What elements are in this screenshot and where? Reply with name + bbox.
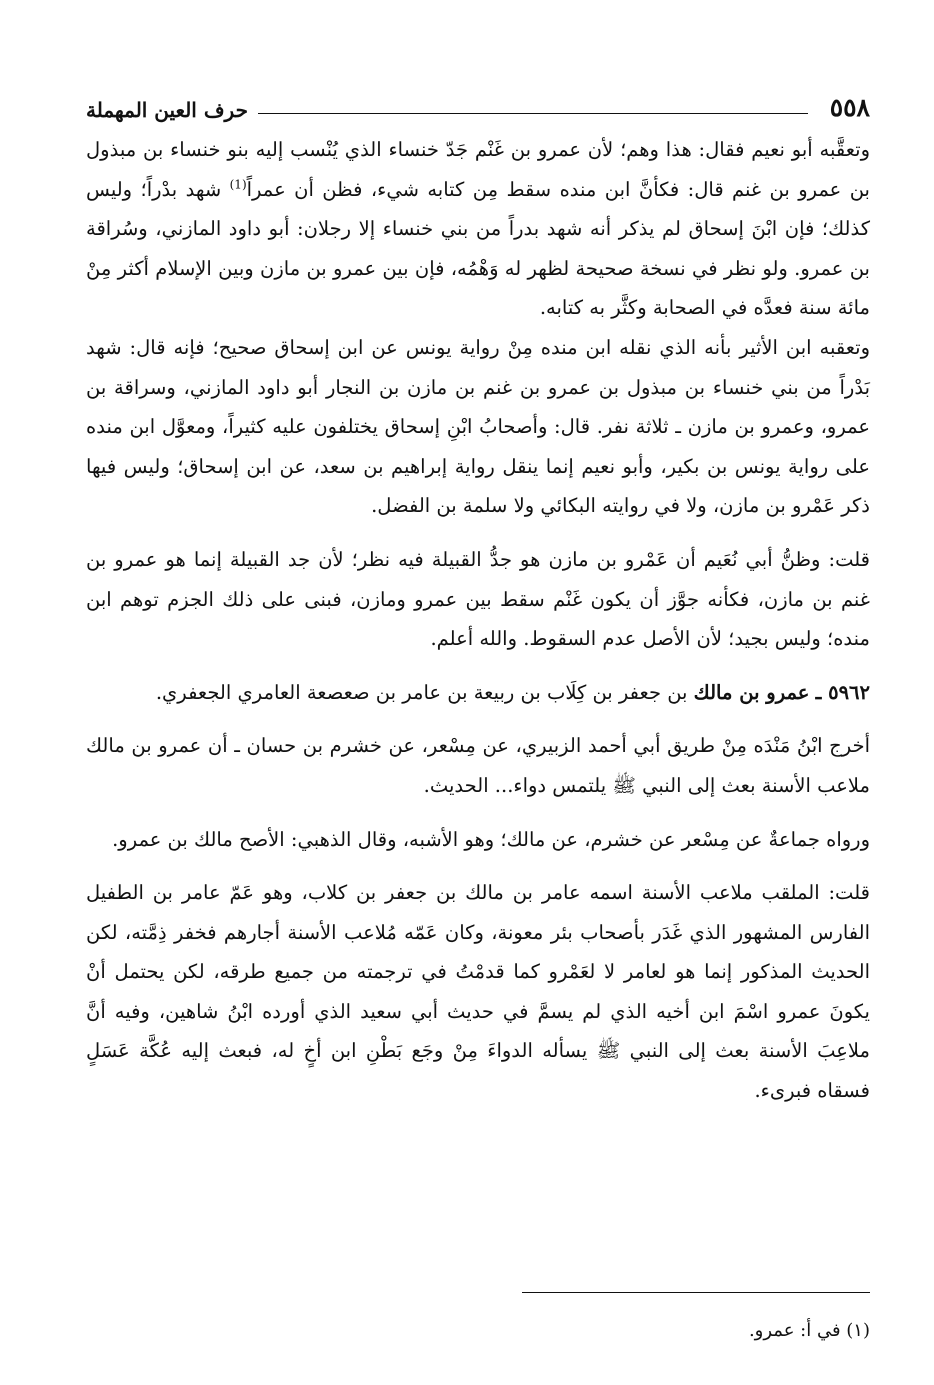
entry-name: عمرو بن مالك bbox=[693, 680, 810, 704]
paragraph-1-part-b: شهد بدْراً؛ وليس كذلك؛ فإن ابْنَ إسحاق لم يذكر أنه شهد بدراً من بني خنساء إلا رجلان: أبو داود المازني، وسُراقة بن عمرو. ولو نظر في نسخة صحيحة لظهر له وَهْمُه، فإن بين عمرو بن مازن وبين الإسلام أكثر مِنْ مائة سنة فعدَّه في الصحابة وكثَّر به كتابه. bbox=[86, 177, 870, 320]
paragraph-1-part-a: وتعقَّبه أبو نعيم فقال: هذا وهم؛ لأن عمرو بن غَنْم جَدّ خنساء الذي يُنْسب إليه بنو خنساء بن مبذول بن عمرو بن غنم قال: فكأنَّ ابن منده سقط مِن كتابه شيء، فظن أن عمراً bbox=[86, 138, 870, 201]
body-text bbox=[86, 130, 870, 1111]
running-header bbox=[86, 86, 870, 120]
book-page bbox=[86, 0, 870, 1385]
footnote: (١) في أ: عمرو. bbox=[748, 1320, 870, 1341]
entry-heading bbox=[86, 673, 870, 713]
header-rule bbox=[258, 112, 808, 114]
footnote-marker: (1) bbox=[229, 177, 247, 192]
paragraph-2: وتعقبه ابن الأثير بأنه الذي نقله ابن منده مِنْ رواية يونس عن ابن إسحاق صحيح؛ فإنه قال: شهد بَدْراً من بني خنساء بن مبذول بن عمرو بن غنم بن مازن بن النجار أبو داود المازني، وسراقة بن عمرو، وعمرو بن مازن ـ ثلاثة نفر. قال: وأصحابُ ابْنِ إسحاق يختلفون عليه كثيراً، ومعوَّل ابن منده على رواية يونس بن بكير، وأبو نعيم إنما ينقل رواية إبراهيم بن سعد، عن ابن إسحاق؛ وليس فيها ذكر عَمْرو بن مازن، ولا في روايته البكائي ولا سلمة بن الفضل. bbox=[86, 335, 870, 518]
entry-lineage: بن جعفر بن كِلَاب بن ربيعة بن عامر بن صعصعة العامري الجعفري. bbox=[155, 680, 694, 704]
chapter-title: حرف العين المهملة bbox=[86, 98, 248, 122]
paragraph-6: ورواه جماعةٌ عن مِسْعر عن خشرم، عن مالك؛ وهو الأشبه، وقال الذهبي: الأصح مالك بن عمرو. bbox=[112, 827, 870, 851]
paragraph-3: قلت: وظنُّ أبي نُعَيم أن عَمْرو بن مازن هو جدُّ القبيلة فيه نظر؛ لأن جد القبيلة إنما هو عمرو بن غنم بن مازن، فكأنه جوَّز أن يكون غَنْم سقط بين عمرو ومازن، فبنى على ذلك الجزم توهم ابن منده؛ وليس بجيد؛ لأن الأصل عدم السقوط. والله أعلم. bbox=[86, 547, 870, 651]
paragraph-5: أخرج ابْنُ مَنْدَه مِنْ طريق أبي أحمد الزبيري، عن مِسْعر، عن خشرم بن حسان ـ أن عمرو بن مالك ملاعب الأسنة بعث إلى النبي ﷺ يلتمس دواء... الحديث. bbox=[86, 734, 870, 797]
footnote-rule bbox=[522, 1292, 870, 1293]
entry-number: ٥٩٦٢ ـ bbox=[815, 680, 870, 704]
paragraph-7: قلت: الملقب ملاعب الأسنة اسمه عامر بن مالك بن جعفر بن كلاب، وهو عَمّ عامر بن الطفيل الفارس المشهور الذي غَدَر بأصحاب بئر معونة، وكان عَمّه مُلاعب الأسنة أجارهم فخفر ذِمَّته، لكن الحديث المذكور إنما هو لعامر لا لعَمْرو كما قدمْتُ في ترجمته من جميع طرقه، لكن يحتمل أنْ يكونَ عمرو اسْمَ ابن أخيه الذي لم يسمَّ في حديث أبي سعيد الذي أورده ابْنُ شاهين، وفيه أنَّ ملاعِبَ الأسنة بعث إلى النبي ﷺ يسأله الدواءَ مِنْ وجَع بَطْنِ ابن أخٍ له، فبعث إليه عُكَّة عَسَلٍ فسقاه فبرىء. bbox=[86, 881, 870, 1103]
page-number: ٥٥٨ bbox=[829, 93, 870, 122]
paragraph-1 bbox=[86, 130, 870, 328]
